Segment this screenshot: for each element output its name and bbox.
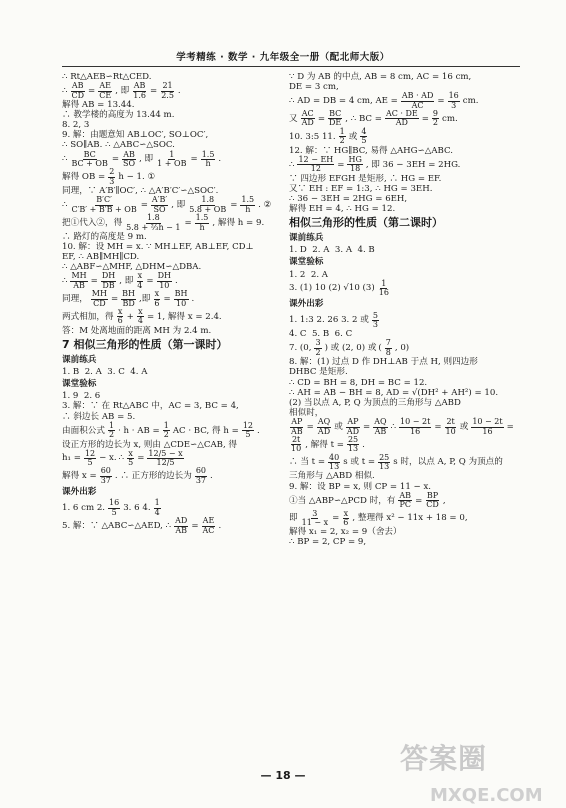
- text-line: ∴ SO∥AB. ∴ △ABC∽△SOC.: [62, 140, 175, 151]
- text-line: 3. 解：∵ 在 Rt△ABC 中，AC = 3, BC = 4,: [62, 401, 239, 412]
- watermark: 答案圈: [400, 742, 488, 775]
- formula-line: 两式相加，得 $\frac{x}{6}$ + $\frac{x}{4}$ = 1, 解得 x = 2.4.: [62, 307, 222, 326]
- text-line: ∴ CD = BH = 8, DH = BC = 12.: [289, 377, 428, 388]
- section-title: 相似三角形的性质（第二课时）: [289, 216, 443, 230]
- text-line: ∴ △ABF∽△MHF, △DHM∽△DBA.: [62, 262, 202, 273]
- subsection-label: 课堂验标: [289, 257, 324, 268]
- formula-line: 解得 OB = $\frac{2}{3}$ h − 1. ①: [62, 167, 156, 186]
- page-number: — 18 —: [260, 769, 306, 782]
- formula-line: 同理， $\frac{MH}{CD}$ = $\frac{BH}{BD}$ ,即 $\frac{x}{6}$ = $\frac{BH}{10}$ .: [62, 289, 195, 308]
- formula-line: 又 $\frac{AC}{AD}$ = $\frac{BC}{DE}$ , ∴ BC = $\frac{AC \cdot DE}{AD}$ = $\frac{9}{2}$ cm.: [289, 109, 458, 128]
- text-line: 1. 2 2. A: [289, 269, 328, 280]
- section-title: 7 相似三角形的性质（第一课时）: [62, 337, 228, 351]
- text-line: ∴ AH = AB − BH = 8, AD = √(DH² + AH²) = 10.: [289, 387, 499, 398]
- text-line: ∴ 教学楼的高度为 13.44 m.: [62, 110, 175, 121]
- text-line: 1. 9 2. 6: [62, 391, 101, 402]
- formula-line: ①当 △ABP∽△PCD 时，有 $\frac{AB}{PC}$ = $\frac{BP}{CD}$ ,: [289, 490, 446, 510]
- text-line: 答：M 处离地面的距离 MH 为 2.4 m.: [62, 325, 212, 336]
- formula-line: ∴ $\frac{MH}{AB}$ = $\frac{DH}{DB}$ , 即 $\frac{x}{4}$ = $\frac{DH}{10}$ .: [62, 271, 178, 290]
- subsection-label: 课前练兵: [62, 354, 97, 365]
- formula-line: 即 $\frac{3}{11 - x}$ = $\frac{x}{6}$ , 整理得 x² − 11x + 18 = 0,: [289, 508, 468, 527]
- formula-line: $\frac{AP}{AB}$ = $\frac{AQ}{AD}$ 或 $\frac{AP}{AD}$ = $\frac{AQ}{AB}$ ∴ $\frac{10 - 2t}{16}$ = $\frac{2t}{10}$ 或 $\frac{10 - 2t}{16}$ =: [291, 417, 514, 436]
- text-line: 三角形与 △ABD 相似.: [289, 471, 375, 482]
- formula-line: 由面积公式 $\frac{1}{2}$ · h · AB = $\frac{1}{2}$ AC · BC, 得 h = $\frac{12}{5}$ .: [62, 420, 260, 440]
- text-line: DE = 3 cm,: [289, 82, 339, 93]
- text-line: 9. 解：设 BP = x, 则 CP = 11 − x.: [289, 481, 432, 492]
- subsection-label: 课外出彩: [289, 299, 324, 310]
- text-line: DHBC 是矩形.: [289, 367, 348, 378]
- formula-line: $\frac{2t}{10}$ , 解得 t = $\frac{25}{13}$ .: [291, 434, 365, 454]
- text-line: ∵ 四边形 EFGH 是矩形, ∴ HG = EF.: [289, 173, 442, 184]
- formula-line: 1. 6 cm 2. $\frac{16}{5}$ 3. 6 4. $\frac{1}{4}$: [62, 498, 160, 517]
- subsection-label: 课外出彩: [62, 487, 97, 498]
- text-line: ∴ 36 − 3EH = 2HG = 6EH,: [289, 193, 408, 204]
- formula-line: 7. (0, $\frac{3}{2}$ ) 或 (2, 0) 或 ( $\frac{7}{8}$ , 0): [289, 338, 410, 357]
- text-line: 同理，∵ A′B′∥OC′, ∴ △A′B′C′∽△SOC′.: [62, 186, 219, 197]
- text-line: ∴ BP = 2, CP = 9,: [289, 537, 367, 548]
- subsection-label: 课前练兵: [289, 233, 324, 244]
- text-line: 解得 AB = 13.44.: [62, 99, 135, 110]
- text-line: EF, ∴ AB∥MH∥CD.: [62, 252, 140, 263]
- formula-line: 5. 解：∵ △ABC∽△AED, ∴ $\frac{AD}{AB}$ = $\frac{AE}{AC}$ .: [62, 516, 222, 535]
- text-line: ∴ 路灯的高度是 9 m.: [62, 231, 147, 242]
- text-line: 设正方形的边长为 x, 则由 △CDE∽△CAB, 得: [62, 439, 238, 450]
- formula-line: 1. 1:3 2. 26 3. 2 或 $\frac{5}{3}$: [289, 310, 378, 329]
- text-line: ∴ Rt△AEB∽Rt△CED.: [62, 72, 152, 82]
- text-line: 1. B 2. A 3. C 4. A: [62, 367, 148, 378]
- text-line: 8. 2, 3: [62, 120, 90, 131]
- formula-line: 3. (1) 10 (2) √10 (3) $\frac{1}{16}$: [289, 278, 389, 298]
- formula-line: 把①代入②，得 $\frac{1.8}{\text{5.8 + ⅔h − 1}}$ = $\frac{1.5}{h}$ , 解得 h = 9.: [62, 213, 265, 232]
- text-line: (2) 当以点 A, P, Q 为顶点的三角形与 △ABD: [289, 397, 461, 408]
- text-line: 10. 解：设 MH = x. ∵ MH⊥EF, AB⊥EF, CD⊥: [62, 242, 254, 253]
- formula-line: h₁ = $\frac{12}{5}$ − x. ∴ $\frac{x}{5}$ = $\frac{12/5 - x}{12/5}$: [62, 448, 183, 468]
- text-line: 解得 x₁ = 2, x₂ = 9（舍去）: [289, 527, 402, 538]
- right-column: [289, 72, 515, 548]
- formula-line: ∴ $\frac{12 - EH}{12}$ = $\frac{HG}{18}$ , 即 36 − 3EH = 2HG.: [289, 154, 461, 174]
- text-line: 又∵ EH : EF = 1:3, ∴ HG = 3EH.: [289, 183, 433, 194]
- text-line: 解得 EH = 4, ∴ HG = 12.: [289, 203, 396, 214]
- text-line: 12. 解：∵ HG∥BC, 易得 △AHG∽△ABC.: [289, 145, 454, 156]
- formula-line: ∴ AD = DB = 4 cm, AE = $\frac{AB \cdot AD}{AC}$ = $\frac{16}{3}$ cm.: [289, 91, 479, 110]
- formula-line: ∴ $\frac{B'C'}{C'B' + B'B + OB}$ = $\frac{A'B'}{SO}$ , 即 $\frac{1.8}{5.8 + OB}$ = $\frac{1.5}{h}$ . ②: [62, 195, 272, 214]
- text-line: ∵ D 为 AB 的中点, AB = 8 cm, AC = 16 cm,: [289, 72, 472, 82]
- text-line: 8. 解：(1) 过点 D 作 DH⊥AB 于点 H, 则四边形: [289, 357, 478, 368]
- formula-line: ∴ 当 t = $\frac{40}{13}$ s 或 t = $\frac{25}{13}$ s 时，以点 A, P, Q 为顶点的: [289, 452, 503, 472]
- left-column: [62, 72, 288, 535]
- text-line: ∴ 斜边长 AB = 5.: [62, 411, 136, 422]
- text-line: 相似时，: [289, 407, 324, 418]
- formula-line: ∴ $\frac{AB}{CD}$ = $\frac{AE}{CE}$ , 即 $\frac{AB}{1.6}$ = $\frac{21}{2.5}$ .: [62, 81, 181, 100]
- page-header: 学考精练 · 数学 · 九年级全一册（配北师大版）: [176, 52, 390, 63]
- text-line: 9. 解：由题意知 AB⊥OC′, SO⊥OC′,: [62, 130, 209, 141]
- text-line: 1. D 2. A 3. A 4. B: [289, 245, 375, 256]
- watermark-url: MXQE.COM: [430, 785, 543, 806]
- formula-line: 解得 x = $\frac{60}{37}$ . ∴ 正方形的边长为 $\frac{60}{37}$ .: [62, 466, 213, 485]
- header-rule: [62, 66, 520, 67]
- formula-line: 10. 3:5 11. $\frac{1}{2}$ 或 $\frac{4}{5}$: [289, 126, 367, 146]
- subsection-label: 课堂验标: [62, 379, 97, 390]
- formula-line: ∴ $\frac{BC}{BC + OB}$ = $\frac{AB}{SO}$ , 即 $\frac{1}{1 + OB}$ = $\frac{1.5}{h}$ .: [62, 149, 222, 169]
- text-line: 4. C 5. B 6. C: [289, 329, 353, 340]
